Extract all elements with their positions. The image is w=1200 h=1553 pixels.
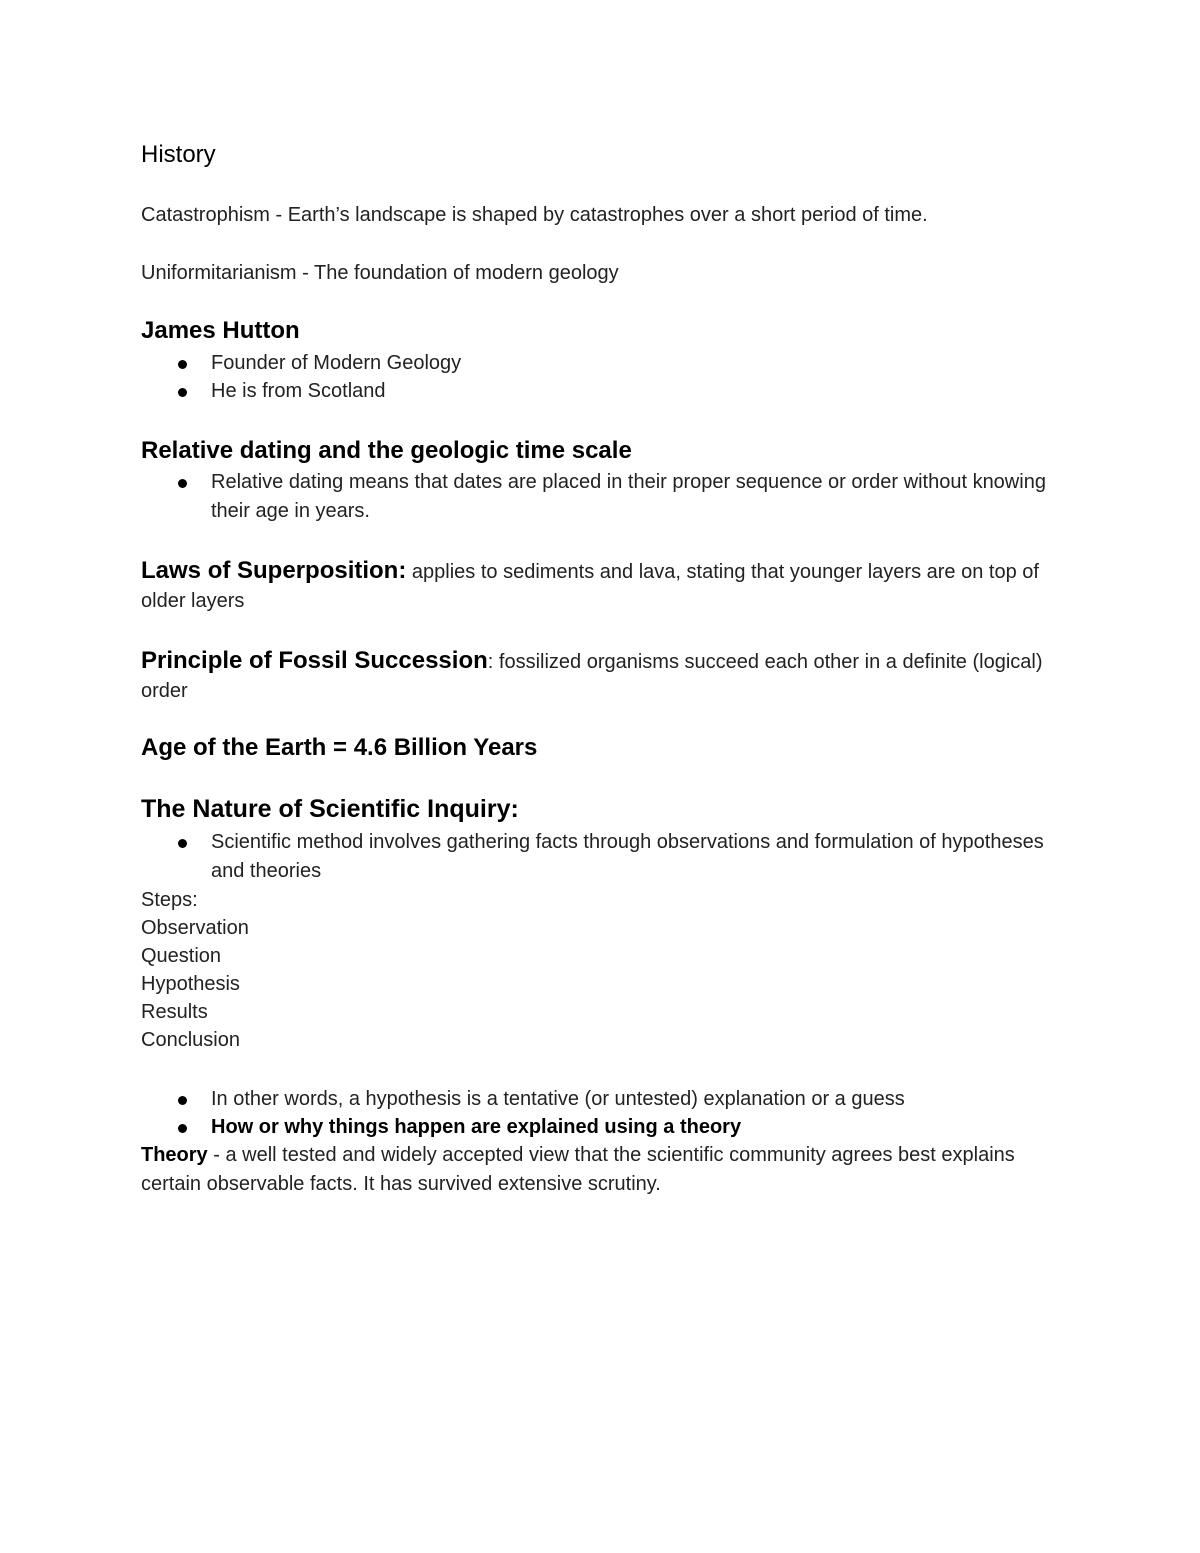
scientific-inquiry-heading: The Nature of Scientific Inquiry:: [141, 795, 519, 823]
catastrophism-text: Catastrophism - Earth’s landscape is shaped by catastrophes over a short period of time.: [141, 204, 928, 226]
bullet-icon: [178, 479, 187, 488]
james-hutton-heading: James Hutton: [141, 317, 300, 344]
bullet-icon: [178, 360, 187, 369]
fossil-succession-text: : fossilized organisms succeed each other in a definite (logical) order: [141, 651, 1043, 702]
step-item: Results: [141, 1001, 208, 1023]
relative-dating-heading: Relative dating and the geologic time scale: [141, 437, 632, 464]
superposition-lead: Laws of Superposition:: [141, 557, 407, 584]
theory-bullet: How or why things happen are explained using a theory: [211, 1116, 742, 1138]
history-heading: History: [141, 141, 216, 168]
hutton-bullet-2: He is from Scotland: [211, 380, 386, 402]
age-of-earth-heading: Age of the Earth = 4.6 Billion Years: [141, 734, 538, 761]
bullet-icon: [178, 1124, 187, 1133]
hutton-bullet-1: Founder of Modern Geology: [211, 352, 462, 374]
uniformitarianism-text: Uniformitarianism - The foundation of modern geology: [141, 262, 619, 284]
theory-text: - a well tested and widely accepted view that the scientific community agrees best explains certain observable facts. It has survived extensive scrutiny.: [141, 1144, 1015, 1195]
hypothesis-bullet: In other words, a hypothesis is a tentative (or untested) explanation or a guess: [211, 1088, 905, 1110]
step-item: Hypothesis: [141, 973, 240, 995]
superposition-paragraph: [141, 556, 1061, 616]
superposition-text: applies to sediments and lava, stating that younger layers are on top of older layers: [141, 561, 1039, 612]
fossil-succession-paragraph: [141, 646, 1061, 706]
bullet-icon: [178, 388, 187, 397]
theory-paragraph: [141, 1141, 1061, 1199]
step-item: Question: [141, 945, 222, 967]
bullet-icon: [178, 839, 187, 848]
bullet-icon: [178, 1096, 187, 1105]
steps-label: Steps:: [141, 889, 198, 911]
theory-lead: Theory: [141, 1144, 208, 1166]
fossil-succession-lead: Principle of Fossil Succession: [141, 647, 488, 674]
step-item: Conclusion: [141, 1029, 240, 1051]
relative-dating-bullet: Relative dating means that dates are placed in their proper sequence or order without knowing their age in years.: [211, 471, 1046, 522]
step-item: Observation: [141, 917, 249, 939]
scientific-method-bullet: Scientific method involves gathering facts through observations and formulation of hypotheses and theories: [211, 831, 1044, 882]
